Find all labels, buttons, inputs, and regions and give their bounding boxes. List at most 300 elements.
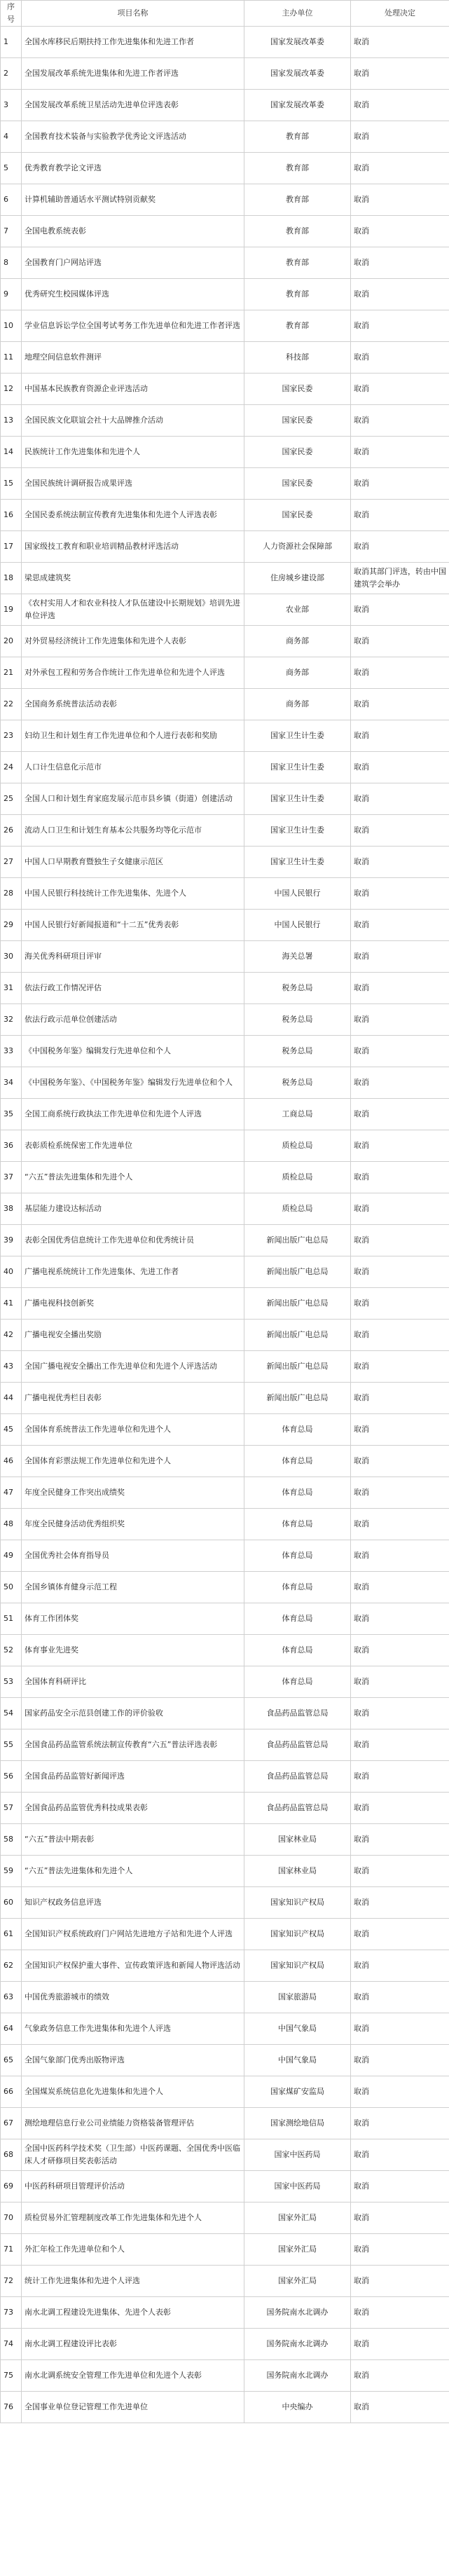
table-row (1, 1635, 449, 1666)
row-index: 59 (1, 1856, 22, 1887)
row-index: 66 (1, 2076, 22, 2108)
row-project-name: 《农村实用人才和农业科技人才队伍建设中长期规划》培训先进单位评选 (22, 594, 244, 626)
table-row (1, 626, 449, 657)
row-project-name: 国家药品安全示范县创建工作的评价验收 (22, 1698, 244, 1729)
table-row (1, 468, 449, 500)
row-organizer: 新闻出版广电总局 (244, 1256, 351, 1288)
row-index: 48 (1, 1509, 22, 1540)
row-organizer: 体育总局 (244, 1509, 351, 1540)
row-organizer: 食品药品监管总局 (244, 1729, 351, 1761)
row-decision: 取消 (351, 752, 449, 783)
row-index: 16 (1, 500, 22, 531)
row-project-name: 年度全民健身活动优秀组织奖 (22, 1509, 244, 1540)
row-index: 62 (1, 1950, 22, 1982)
row-project-name: 《中国税务年鉴》编辑发行先进单位和个人 (22, 1036, 244, 1067)
row-organizer: 食品药品监管总局 (244, 1761, 351, 1793)
row-decision: 取消 (351, 1509, 449, 1540)
table-row (1, 247, 449, 279)
table-row (1, 2329, 449, 2360)
row-project-name: 《中国税务年鉴》、《中国税务年鉴》编辑发行先进单位和个人 (22, 1067, 244, 1099)
table-row (1, 1477, 449, 1509)
row-index: 70 (1, 2202, 22, 2234)
row-project-name: 南水北调系统安全管理工作先进单位和先进个人表彰 (22, 2360, 244, 2392)
row-organizer: 国家卫生计生委 (244, 783, 351, 815)
row-project-name: 全国知识产权保护重大事件、宣传政策评选和新闻人物评选活动 (22, 1950, 244, 1982)
row-organizer: 税务总局 (244, 1004, 351, 1036)
table-row (1, 2266, 449, 2297)
row-index: 38 (1, 1193, 22, 1225)
table-row (1, 973, 449, 1004)
table-row (1, 1793, 449, 1824)
row-project-name: 梁思成建筑奖 (22, 563, 244, 594)
row-project-name: 对外贸易经济统计工作先进集体和先进个人表彰 (22, 626, 244, 657)
table-row (1, 1130, 449, 1162)
row-organizer: 税务总局 (244, 1067, 351, 1099)
row-index: 65 (1, 2045, 22, 2076)
row-organizer: 国家卫生计生委 (244, 720, 351, 752)
row-index: 23 (1, 720, 22, 752)
row-project-name: 流动人口卫生和计划生育基本公共服务均等化示范市 (22, 815, 244, 847)
row-index: 41 (1, 1288, 22, 1320)
table-row (1, 1320, 449, 1351)
row-decision: 取消 (351, 2297, 449, 2329)
row-project-name: 全国体育科研评比 (22, 1666, 244, 1698)
row-project-name: 南水北调工程建设评比表彰 (22, 2329, 244, 2360)
row-organizer: 体育总局 (244, 1603, 351, 1635)
row-index: 43 (1, 1351, 22, 1383)
row-index: 72 (1, 2266, 22, 2297)
row-project-name: 统计工作先进集体和先进个人评选 (22, 2266, 244, 2297)
row-index: 36 (1, 1130, 22, 1162)
row-index: 19 (1, 594, 22, 626)
table-row (1, 2171, 449, 2202)
row-organizer: 国家外汇局 (244, 2202, 351, 2234)
table-row (1, 121, 449, 153)
row-index: 73 (1, 2297, 22, 2329)
row-index: 15 (1, 468, 22, 500)
table-row (1, 374, 449, 405)
row-decision: 取消 (351, 657, 449, 689)
row-organizer: 海关总署 (244, 941, 351, 973)
row-decision: 取消 (351, 1761, 449, 1793)
table-row (1, 594, 449, 626)
row-project-name: 海关优秀科研项目评审 (22, 941, 244, 973)
row-project-name: 全国优秀社会体育指导员 (22, 1540, 244, 1572)
table-row (1, 1414, 449, 1446)
row-decision: 取消 (351, 1603, 449, 1635)
row-decision: 取消 (351, 531, 449, 563)
row-decision: 取消 (351, 1824, 449, 1856)
row-decision: 取消 (351, 1130, 449, 1162)
table-row (1, 2202, 449, 2234)
row-decision: 取消 (351, 720, 449, 752)
row-organizer: 国家卫生计生委 (244, 815, 351, 847)
row-organizer: 国家民委 (244, 437, 351, 468)
table-row (1, 90, 449, 121)
table-row (1, 1509, 449, 1540)
row-index: 31 (1, 973, 22, 1004)
row-index: 11 (1, 342, 22, 374)
row-index: 28 (1, 878, 22, 910)
row-decision: 取消 (351, 1036, 449, 1067)
table-row (1, 1761, 449, 1793)
row-index: 52 (1, 1635, 22, 1666)
row-decision: 取消 (351, 58, 449, 90)
row-project-name: 体育工作团体奖 (22, 1603, 244, 1635)
row-project-name: 优秀教育教学论文评选 (22, 153, 244, 184)
row-organizer: 质检总局 (244, 1193, 351, 1225)
row-project-name: 全国煤炭系统信息化先进集体和先进个人 (22, 2076, 244, 2108)
row-index: 57 (1, 1793, 22, 1824)
row-project-name: 全国广播电视安全播出工作先进单位和先进个人评选活动 (22, 1351, 244, 1383)
row-decision: 取消 (351, 1351, 449, 1383)
row-organizer: 国务院南水北调办 (244, 2360, 351, 2392)
row-decision: 取消 (351, 1320, 449, 1351)
row-index: 40 (1, 1256, 22, 1288)
row-decision: 取消 (351, 2108, 449, 2139)
row-decision: 取消 (351, 1950, 449, 1982)
row-project-name: 全国商务系统普法活动表彰 (22, 689, 244, 720)
table-row (1, 1919, 449, 1950)
row-project-name: 优秀研究生校园媒体评选 (22, 279, 244, 310)
row-index: 51 (1, 1603, 22, 1635)
row-organizer: 商务部 (244, 626, 351, 657)
row-organizer: 国家中医药局 (244, 2171, 351, 2202)
row-organizer: 体育总局 (244, 1477, 351, 1509)
row-project-name: 民族统计工作先进集体和先进个人 (22, 437, 244, 468)
row-index: 24 (1, 752, 22, 783)
row-organizer: 体育总局 (244, 1446, 351, 1477)
row-decision: 取消 (351, 1004, 449, 1036)
row-decision: 取消 (351, 468, 449, 500)
row-project-name: 体育事业先进奖 (22, 1635, 244, 1666)
row-decision: 取消 (351, 153, 449, 184)
row-decision: 取消 (351, 2329, 449, 2360)
row-index: 2 (1, 58, 22, 90)
table-row (1, 941, 449, 973)
row-project-name: 学业信息诉讼学位全国考试考务工作先进单位和先进工作者评选 (22, 310, 244, 342)
row-organizer: 国家卫生计生委 (244, 752, 351, 783)
row-organizer: 体育总局 (244, 1572, 351, 1603)
row-organizer: 国务院南水北调办 (244, 2297, 351, 2329)
table-row (1, 2108, 449, 2139)
row-organizer: 国家民委 (244, 374, 351, 405)
row-decision: 取消 (351, 1729, 449, 1761)
row-project-name: 广播电视系统统计工作先进集体、先进工作者 (22, 1256, 244, 1288)
row-decision: 取消 (351, 1887, 449, 1919)
row-index: 55 (1, 1729, 22, 1761)
row-project-name: 全国中医药科学技术奖（卫生部）中医药课题、全国优秀中医临床人才研修项目奖表彰活动 (22, 2139, 244, 2171)
header-index: 序号 (1, 1, 22, 27)
row-project-name: 全国发展改革系统卫星活动先进单位评选表彰 (22, 90, 244, 121)
row-index: 39 (1, 1225, 22, 1256)
row-project-name: 全国食品药品监管系统法制宣传教育“六五”普法评选表彰 (22, 1729, 244, 1761)
row-project-name: 对外承包工程和劳务合作统计工作先进单位和先进个人评选 (22, 657, 244, 689)
row-index: 45 (1, 1414, 22, 1446)
row-organizer: 国家民委 (244, 405, 351, 437)
row-project-name: 广播电视优秀栏目表彰 (22, 1383, 244, 1414)
table-row (1, 2360, 449, 2392)
table-row (1, 58, 449, 90)
row-decision: 取消 (351, 1256, 449, 1288)
row-organizer: 科技部 (244, 342, 351, 374)
row-project-name: 全国知识产权系统政府门户网站先进地方子站和先进个人评选 (22, 1919, 244, 1950)
row-index: 53 (1, 1666, 22, 1698)
table-row (1, 2392, 449, 2423)
row-organizer: 住房城乡建设部 (244, 563, 351, 594)
row-organizer: 质检总局 (244, 1130, 351, 1162)
table-row (1, 1383, 449, 1414)
row-organizer: 国家民委 (244, 500, 351, 531)
row-organizer: 新闻出版广电总局 (244, 1383, 351, 1414)
row-index: 10 (1, 310, 22, 342)
row-project-name: 人口计生信息化示范市 (22, 752, 244, 783)
table-row (1, 1603, 449, 1635)
row-project-name: 全国体育系统普法工作先进单位和先进个人 (22, 1414, 244, 1446)
table-row (1, 1729, 449, 1761)
row-index: 30 (1, 941, 22, 973)
table-row (1, 2013, 449, 2045)
row-index: 22 (1, 689, 22, 720)
row-decision: 取消 (351, 1414, 449, 1446)
table-row (1, 310, 449, 342)
row-decision: 取消 (351, 216, 449, 247)
row-decision: 取消 (351, 310, 449, 342)
row-project-name: 全国食品药品监管优秀科技成果表彰 (22, 1793, 244, 1824)
table-row (1, 1666, 449, 1698)
row-index: 13 (1, 405, 22, 437)
row-decision: 取消 (351, 1067, 449, 1099)
row-index: 64 (1, 2013, 22, 2045)
row-organizer: 国家中医药局 (244, 2139, 351, 2171)
table-row (1, 1225, 449, 1256)
row-decision: 取消 (351, 783, 449, 815)
row-organizer: 商务部 (244, 689, 351, 720)
row-organizer: 税务总局 (244, 973, 351, 1004)
row-decision: 取消 (351, 342, 449, 374)
table-row (1, 1067, 449, 1099)
row-organizer: 国家林业局 (244, 1856, 351, 1887)
row-decision: 取消 (351, 1288, 449, 1320)
row-decision: 取消 (351, 1856, 449, 1887)
row-index: 56 (1, 1761, 22, 1793)
row-decision: 取消 (351, 374, 449, 405)
row-index: 32 (1, 1004, 22, 1036)
row-decision: 取消 (351, 941, 449, 973)
row-organizer: 中央编办 (244, 2392, 351, 2423)
row-organizer: 国家卫生计生委 (244, 847, 351, 878)
row-index: 25 (1, 783, 22, 815)
row-organizer: 国家外汇局 (244, 2266, 351, 2297)
row-organizer: 体育总局 (244, 1414, 351, 1446)
table-row (1, 878, 449, 910)
row-decision: 取消 (351, 1446, 449, 1477)
row-decision: 取消 (351, 2045, 449, 2076)
table-row (1, 1887, 449, 1919)
row-organizer: 人力资源社会保障部 (244, 531, 351, 563)
row-organizer: 食品药品监管总局 (244, 1698, 351, 1729)
row-decision: 取消 (351, 594, 449, 626)
row-index: 18 (1, 563, 22, 594)
row-organizer: 中国人民银行 (244, 910, 351, 941)
row-organizer: 中国气象局 (244, 2045, 351, 2076)
row-index: 3 (1, 90, 22, 121)
row-decision: 取消 (351, 910, 449, 941)
row-decision: 取消 (351, 1383, 449, 1414)
row-organizer: 教育部 (244, 153, 351, 184)
row-organizer: 国家知识产权局 (244, 1950, 351, 1982)
row-project-name: 全国气象部门优秀出版物评选 (22, 2045, 244, 2076)
table-row (1, 184, 449, 216)
row-organizer: 教育部 (244, 216, 351, 247)
row-decision: 取消 (351, 2013, 449, 2045)
row-project-name: 全国人口和计划生育家庭发展示范市县乡镇（街道）创建活动 (22, 783, 244, 815)
row-index: 35 (1, 1099, 22, 1130)
row-decision: 取消 (351, 1477, 449, 1509)
row-index: 54 (1, 1698, 22, 1729)
row-organizer: 国家外汇局 (244, 2234, 351, 2266)
table-row (1, 216, 449, 247)
table-row (1, 910, 449, 941)
row-organizer: 教育部 (244, 310, 351, 342)
row-index: 12 (1, 374, 22, 405)
row-decision: 取消 (351, 2139, 449, 2171)
row-organizer: 国家发展改革委 (244, 27, 351, 58)
row-index: 44 (1, 1383, 22, 1414)
row-index: 33 (1, 1036, 22, 1067)
row-project-name: 全国教育技术装备与实验教学优秀论文评选活动 (22, 121, 244, 153)
row-organizer: 教育部 (244, 247, 351, 279)
table-row (1, 847, 449, 878)
table-row (1, 1162, 449, 1193)
row-project-name: “六五”普法中期表彰 (22, 1824, 244, 1856)
row-organizer: 国家煤矿安监局 (244, 2076, 351, 2108)
table-header-row (1, 1, 449, 27)
row-decision: 取消 (351, 121, 449, 153)
row-project-name: 国家级技工教育和职业培训精品教材评选活动 (22, 531, 244, 563)
row-index: 6 (1, 184, 22, 216)
row-decision: 取消 (351, 973, 449, 1004)
row-decision: 取消 (351, 878, 449, 910)
row-organizer: 国家发展改革委 (244, 58, 351, 90)
row-index: 50 (1, 1572, 22, 1603)
row-project-name: “六五”普法先进集体和先进个人 (22, 1856, 244, 1887)
row-project-name: 中国优秀旅游城市的绩效 (22, 1982, 244, 2013)
row-project-name: “六五”普法先进集体和先进个人 (22, 1162, 244, 1193)
row-decision: 取消 (351, 405, 449, 437)
row-organizer: 新闻出版广电总局 (244, 1320, 351, 1351)
row-organizer: 商务部 (244, 657, 351, 689)
row-project-name: 广播电视科技创新奖 (22, 1288, 244, 1320)
table-row (1, 2234, 449, 2266)
table-row (1, 2076, 449, 2108)
row-organizer: 中国人民银行 (244, 878, 351, 910)
row-project-name: 全国工商系统行政执法工作先进单位和先进个人评选 (22, 1099, 244, 1130)
row-index: 5 (1, 153, 22, 184)
row-project-name: 表彰质检系统保密工作先进单位 (22, 1130, 244, 1162)
row-organizer: 新闻出版广电总局 (244, 1351, 351, 1383)
row-decision: 取消 (351, 815, 449, 847)
row-decision: 取消 (351, 1698, 449, 1729)
row-project-name: 依法行政示范单位创建活动 (22, 1004, 244, 1036)
table-row (1, 2045, 449, 2076)
row-index: 34 (1, 1067, 22, 1099)
row-decision: 取消 (351, 2234, 449, 2266)
row-decision: 取消 (351, 2076, 449, 2108)
row-index: 1 (1, 27, 22, 58)
row-organizer: 教育部 (244, 279, 351, 310)
row-project-name: 中国人民银行科技统计工作先进集体、先进个人 (22, 878, 244, 910)
row-decision: 取消 (351, 847, 449, 878)
row-organizer: 农业部 (244, 594, 351, 626)
row-project-name: 依法行政工作情况评估 (22, 973, 244, 1004)
row-project-name: 中国基本民族教育资源企业评选活动 (22, 374, 244, 405)
table-row (1, 500, 449, 531)
row-project-name: 中国人民银行好新闻报道和“十二五”优秀表彰 (22, 910, 244, 941)
row-index: 4 (1, 121, 22, 153)
row-project-name: 中医药科研项目管理评价活动 (22, 2171, 244, 2202)
row-project-name: 质检贸易外汇管理制度改革工作先进集体和先进个人 (22, 2202, 244, 2234)
row-organizer: 国家林业局 (244, 1824, 351, 1856)
table-row (1, 342, 449, 374)
row-project-name: 计算机辅助普通话水平测试特别贡献奖 (22, 184, 244, 216)
row-decision: 取消 (351, 184, 449, 216)
row-decision: 取消 (351, 27, 449, 58)
row-decision: 取消其部门评选，转由中国建筑学会举办 (351, 563, 449, 594)
row-index: 8 (1, 247, 22, 279)
row-decision: 取消 (351, 500, 449, 531)
row-index: 29 (1, 910, 22, 941)
table-row (1, 1856, 449, 1887)
row-decision: 取消 (351, 247, 449, 279)
row-decision: 取消 (351, 1793, 449, 1824)
row-decision: 取消 (351, 2171, 449, 2202)
row-organizer: 教育部 (244, 121, 351, 153)
header-project-name: 项目名称 (22, 1, 244, 27)
row-project-name: 年度全民健身工作突出成绩奖 (22, 1477, 244, 1509)
row-index: 9 (1, 279, 22, 310)
row-index: 21 (1, 657, 22, 689)
row-index: 67 (1, 2108, 22, 2139)
row-decision: 取消 (351, 1666, 449, 1698)
row-decision: 取消 (351, 1162, 449, 1193)
row-index: 26 (1, 815, 22, 847)
row-decision: 取消 (351, 1225, 449, 1256)
row-organizer: 国家民委 (244, 468, 351, 500)
row-index: 61 (1, 1919, 22, 1950)
row-organizer: 工商总局 (244, 1099, 351, 1130)
row-decision: 取消 (351, 1099, 449, 1130)
row-index: 58 (1, 1824, 22, 1856)
row-organizer: 新闻出版广电总局 (244, 1288, 351, 1320)
table-row (1, 1256, 449, 1288)
table-row (1, 720, 449, 752)
row-project-name: 测绘地理信息行业公司业绩能力资格装备管理评估 (22, 2108, 244, 2139)
row-project-name: 中国人口早期教育暨独生子女健康示范区 (22, 847, 244, 878)
table-row (1, 1572, 449, 1603)
row-organizer: 国家测绘地信局 (244, 2108, 351, 2139)
row-index: 46 (1, 1446, 22, 1477)
row-decision: 取消 (351, 1982, 449, 2013)
row-decision: 取消 (351, 2360, 449, 2392)
row-decision: 取消 (351, 90, 449, 121)
row-index: 37 (1, 1162, 22, 1193)
row-decision: 取消 (351, 437, 449, 468)
row-decision: 取消 (351, 1193, 449, 1225)
table-row (1, 1099, 449, 1130)
table-row (1, 1698, 449, 1729)
row-organizer: 体育总局 (244, 1635, 351, 1666)
